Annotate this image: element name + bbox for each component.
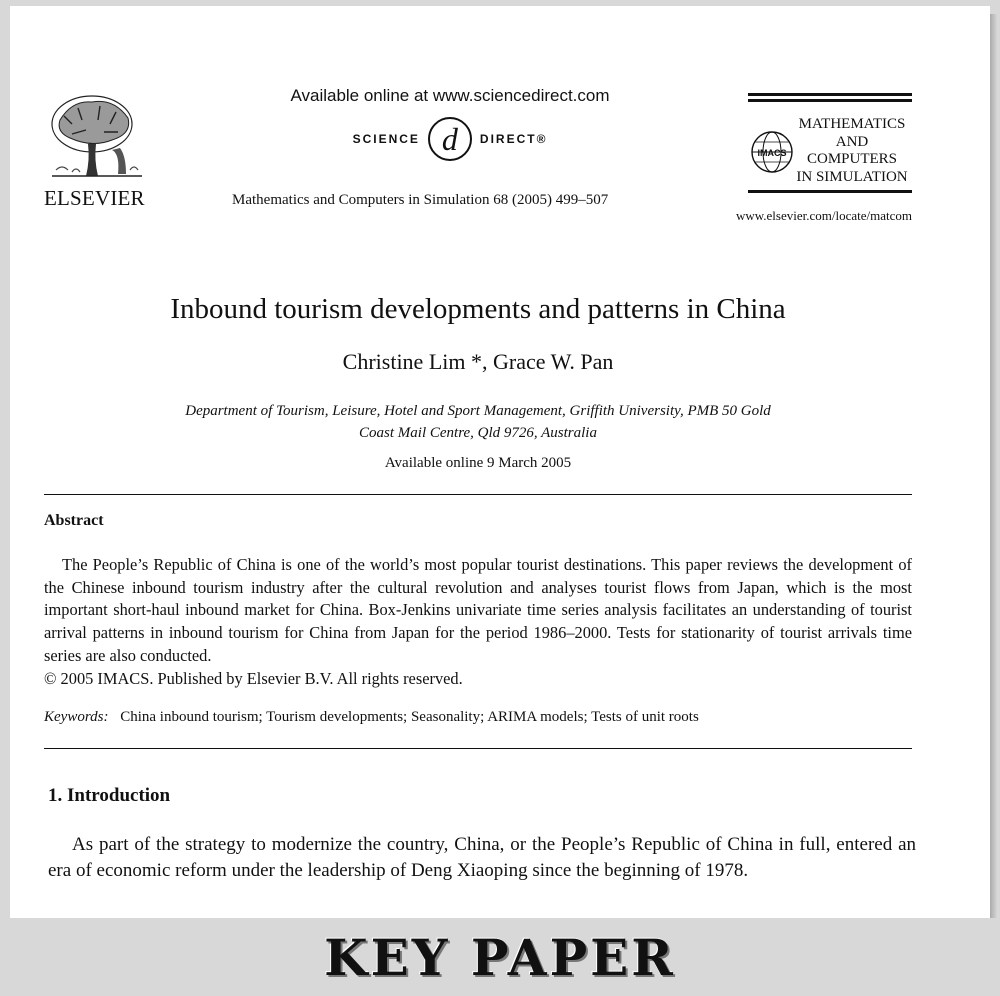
journal-brand xyxy=(790,116,914,186)
key-paper-banner xyxy=(0,918,1000,996)
journal-brand-rules xyxy=(748,93,912,105)
abstract-body xyxy=(44,554,912,690)
sd-logo-right: DIRECT® xyxy=(479,132,548,146)
abstract-text: The People’s Republic of China is one of the world’s most popular tourist destinations. This paper reviews the development of the Chinese inbound tourism industry after the cultural revolution and analyses tourist flows from Japan, which is the most important short-haul inbound market for China. Box-Jenkins univariate time series analysis facilitates an understanding of tourist arrival patterns in inbound tourism for China from Japan for the period 1986–2000. Tests for stationarity of tourist arrivals time series are also conducted. xyxy=(44,555,912,665)
available-online-date: Available online 9 March 2005 xyxy=(384,455,572,471)
journal-brand-line: MATHEMATICS xyxy=(798,116,906,132)
imacs-globe-icon xyxy=(748,128,796,176)
imacs-logo-text: IMACS xyxy=(757,148,787,158)
section-heading: 1. Introduction xyxy=(48,785,171,806)
divider xyxy=(44,748,912,749)
journal-url: www.elsevier.com/locate/matcom xyxy=(735,208,912,223)
introduction-text xyxy=(48,832,916,884)
sciencedirect-logo xyxy=(320,114,580,164)
copyright: © 2005 IMACS. Published by Elsevier B.V. All rights reserved. xyxy=(44,668,463,688)
page-shadow xyxy=(990,14,998,918)
journal-citation: Mathematics and Computers in Simulation 68 (2005) 499–507 xyxy=(232,192,609,208)
abstract-heading: Abstract xyxy=(44,512,104,529)
publisher-name: ELSEVIER xyxy=(44,186,145,210)
banner-text: KEY PAPER xyxy=(324,927,676,987)
keywords-label: Keywords: xyxy=(44,709,109,725)
affiliation-line: Department of Tourism, Leisure, Hotel and Sport Management, Griffith University, PMB 50 Gold xyxy=(185,403,771,419)
sd-logo-mark: d xyxy=(428,117,472,161)
affiliation-line: Coast Mail Centre, Qld 9726, Australia xyxy=(359,425,597,441)
sd-logo-left: SCIENCE xyxy=(352,132,420,146)
journal-brand-line: AND xyxy=(835,133,869,150)
journal-brand-line: IN SIMULATION xyxy=(796,168,908,185)
journal-brand-line: COMPUTERS xyxy=(806,151,898,167)
authors: Christine Lim *, Grace W. Pan xyxy=(342,349,614,374)
paper-title: Inbound tourism developments and patterns in China xyxy=(170,293,786,325)
introduction-paragraph: As part of the strategy to modernize the country, China, or the People’s Republic of China in full, entered an era of economic reform under the leadership of Deng Xiaoping since the beginning of 1978. xyxy=(48,834,916,881)
journal-brand-rule xyxy=(748,190,912,193)
divider xyxy=(44,494,912,495)
affiliation xyxy=(100,400,856,444)
keywords xyxy=(44,709,912,726)
available-online-line: Available online at www.sciencedirect.com xyxy=(290,86,610,105)
keywords-text: China inbound tourism; Tourism developments; Seasonality; ARIMA models; Tests of unit roots xyxy=(120,709,699,725)
